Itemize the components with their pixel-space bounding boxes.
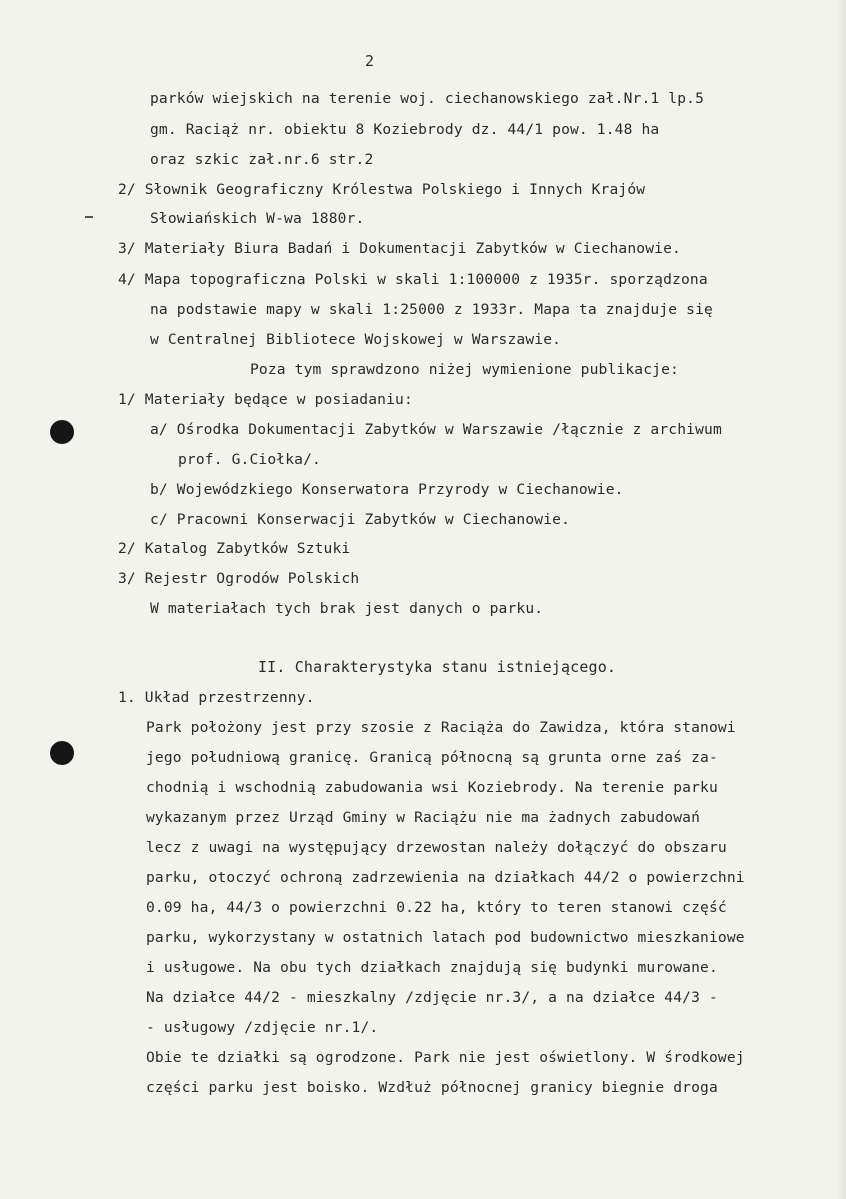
text-line: parków wiejskich na terenie woj. ciechanowskiego zał.Nr.1 lp.5 [150,90,705,107]
section-heading: II. Charakterystyka stanu istniejącego. [258,658,617,676]
text-line: w Centralnej Bibliotece Wojskowej w Warszawie. [150,331,562,348]
page-edge-shadow [836,0,846,1199]
list-item: 3/ Materiały Biura Badań i Dokumentacji Zabytków w Ciechanowie. [118,240,681,257]
text-line: prof. G.Ciołka/. [178,451,321,468]
list-item: 2/ Katalog Zabytków Sztuki [118,540,351,557]
punch-hole [50,420,74,444]
punch-hole [50,741,74,765]
text-line: Park położony jest przy szosie z Raciąża do Zawidza, która stanowi [146,719,736,736]
text-line: - usługowy /zdjęcie nr.1/. [146,1019,379,1036]
margin-mark [85,216,93,218]
text-line: W materiałach tych brak jest danych o parku. [150,600,544,617]
text-line: na podstawie mapy w skali 1:25000 z 1933r. Mapa ta znajduje się [150,301,713,318]
text-line: jego południową granicę. Granicą północną są grunta orne zaś za- [146,749,718,766]
list-item: 4/ Mapa topograficzna Polski w skali 1:100000 z 1935r. sporządzona [118,271,708,288]
text-line: i usługowe. Na obu tych działkach znajdują się budynki murowane. [146,959,718,976]
text-line: parku, wykorzystany w ostatnich latach pod budownictwo mieszkaniowe [146,929,745,946]
text-line: Obie te działki są ogrodzone. Park nie jest oświetlony. W środkowej [146,1049,745,1066]
list-subitem: c/ Pracowni Konserwacji Zabytków w Ciechanowie. [150,511,571,528]
list-subitem: a/ Ośrodka Dokumentacji Zabytków w Warszawie /łącznie z archiwum [150,421,722,438]
text-line: chodnią i wschodnią zabudowania wsi Koziebrody. Na terenie parku [146,779,718,796]
text-line: oraz szkic zał.nr.6 str.2 [150,151,374,168]
text-line: części parku jest boisko. Wzdłuż północnej granicy biegnie droga [146,1079,718,1096]
list-subitem: b/ Wojewódzkiego Konserwatora Przyrody w Ciechanowie. [150,481,624,498]
text-line: Na działce 44/2 - mieszkalny /zdjęcie nr.3/, a na działce 44/3 - [146,989,718,1006]
subsection-heading: 1. Układ przestrzenny. [118,689,315,706]
list-item: 2/ Słownik Geograficzny Królestwa Polskiego i Innych Krajów [118,181,646,198]
page-number: 2 [365,52,375,70]
text-line: Słowiańskich W-wa 1880r. [150,210,365,227]
text-line: gm. Raciąż nr. obiektu 8 Koziebrody dz. 44/1 pow. 1.48 ha [150,121,660,138]
text-line: wykazanym przez Urząd Gminy w Raciążu nie ma żadnych zabudowań [146,809,701,826]
text-line: lecz z uwagi na występujący drzewostan należy dołączyć do obszaru [146,839,727,856]
text-line: 0.09 ha, 44/3 o powierzchni 0.22 ha, który to teren stanowi część [146,899,727,916]
text-line: parku, otoczyć ochroną zadrzewienia na działkach 44/2 o powierzchni [146,869,745,886]
list-item: 1/ Materiały będące w posiadaniu: [118,391,413,408]
list-item: 3/ Rejestr Ogrodów Polskich [118,570,360,587]
text-line: Poza tym sprawdzono niżej wymienione publikacje: [250,361,679,378]
